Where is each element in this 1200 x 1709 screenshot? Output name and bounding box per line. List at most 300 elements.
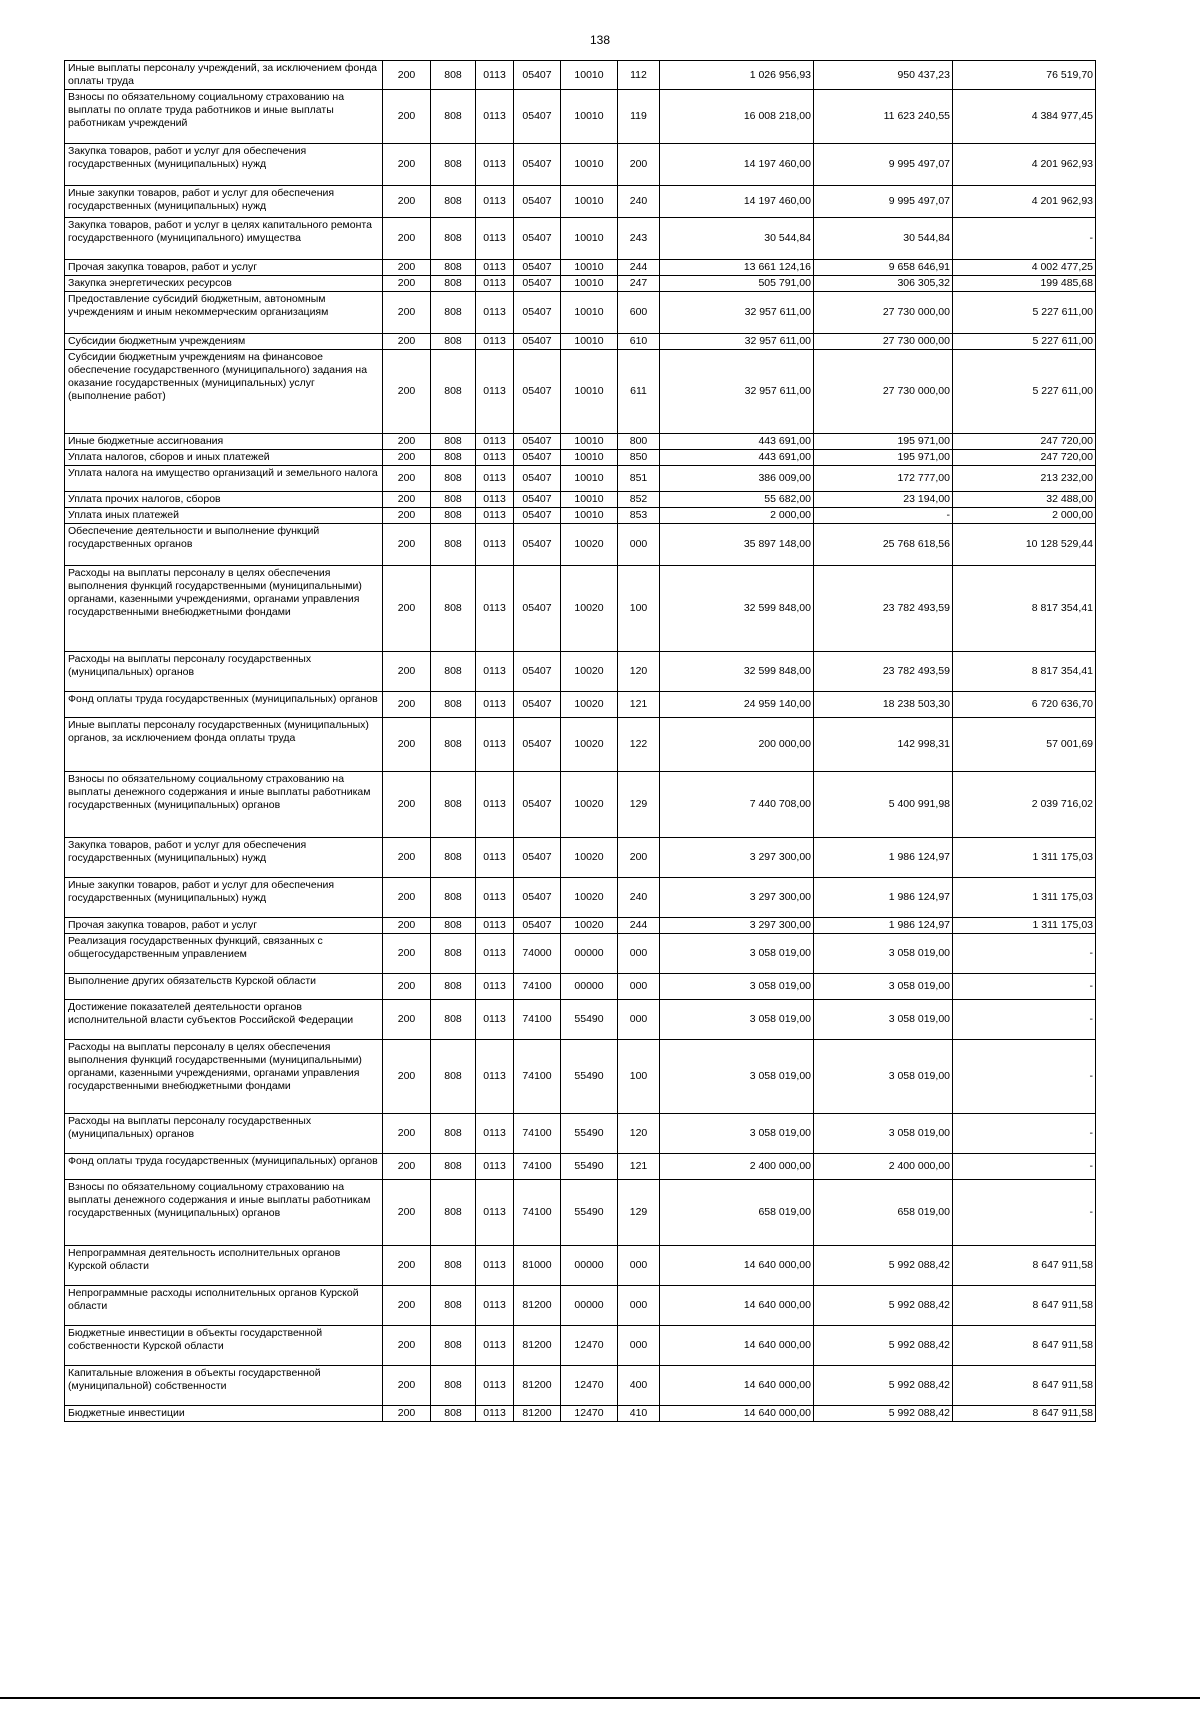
code-3: 0113 [476,934,514,974]
amount-planned: 35 897 148,00 [660,524,814,566]
code-2: 808 [431,1154,476,1180]
code-3: 0113 [476,566,514,652]
amount-planned: 3 058 019,00 [660,1000,814,1040]
amount-executed: 306 305,32 [814,276,953,292]
table-row [65,61,1096,90]
code-2: 808 [431,276,476,292]
code-5: 10010 [561,61,618,90]
table-row [65,1286,1096,1326]
code-6: 244 [618,260,660,276]
code-3: 0113 [476,90,514,144]
amount-executed: 9 995 497,07 [814,186,953,218]
code-6: 100 [618,566,660,652]
code-2: 808 [431,1114,476,1154]
code-6: 851 [618,466,660,492]
code-6: 600 [618,292,660,334]
code-4: 74000 [514,934,561,974]
amount-executed: 1 986 124,97 [814,878,953,918]
row-name: Фонд оплаты труда государственных (муниципальных) органов [65,1154,383,1180]
amount-planned: 32 599 848,00 [660,652,814,692]
page-number: 138 [589,33,611,47]
code-6: 243 [618,218,660,260]
row-name: Закупка энергетических ресурсов [65,276,383,292]
code-2: 808 [431,1366,476,1406]
code-4: 05407 [514,292,561,334]
table-row [65,1040,1096,1114]
code-3: 0113 [476,1366,514,1406]
code-5: 12470 [561,1366,618,1406]
code-1: 200 [383,918,431,934]
amount-planned: 14 640 000,00 [660,1406,814,1422]
amount-remaining: 8 647 911,58 [953,1246,1096,1286]
amount-remaining: 57 001,69 [953,718,1096,772]
row-name: Уплата прочих налогов, сборов [65,492,383,508]
code-3: 0113 [476,772,514,838]
code-2: 808 [431,186,476,218]
code-2: 808 [431,492,476,508]
table-row [65,1154,1096,1180]
amount-planned: 14 197 460,00 [660,144,814,186]
row-name: Закупка товаров, работ и услуг для обеспечения государственных (муниципальных) нужд [65,144,383,186]
code-1: 200 [383,350,431,434]
row-name: Иные бюджетные ассигнования [65,434,383,450]
amount-planned: 386 009,00 [660,466,814,492]
code-5: 10010 [561,334,618,350]
code-1: 200 [383,492,431,508]
code-4: 05407 [514,466,561,492]
amount-remaining: - [953,218,1096,260]
amount-remaining: - [953,974,1096,1000]
code-5: 10010 [561,434,618,450]
code-1: 200 [383,61,431,90]
code-6: 850 [618,450,660,466]
code-5: 10020 [561,566,618,652]
table-row [65,450,1096,466]
table-row [65,934,1096,974]
code-4: 05407 [514,524,561,566]
table-row [65,692,1096,718]
amount-executed: 5 992 088,42 [814,1406,953,1422]
amount-remaining: 8 647 911,58 [953,1366,1096,1406]
code-6: 120 [618,1114,660,1154]
table-row [65,350,1096,434]
code-1: 200 [383,1406,431,1422]
code-5: 10020 [561,918,618,934]
code-2: 808 [431,838,476,878]
code-3: 0113 [476,508,514,524]
code-1: 200 [383,1040,431,1114]
code-3: 0113 [476,1000,514,1040]
code-2: 808 [431,1326,476,1366]
code-5: 55490 [561,1114,618,1154]
amount-remaining: 8 647 911,58 [953,1286,1096,1326]
code-5: 55490 [561,1180,618,1246]
code-1: 200 [383,566,431,652]
code-5: 10010 [561,260,618,276]
code-5: 10010 [561,276,618,292]
code-1: 200 [383,334,431,350]
row-name: Выполнение других обязательств Курской области [65,974,383,1000]
table-row [65,186,1096,218]
row-name: Обеспечение деятельности и выполнение функций государственных органов [65,524,383,566]
code-1: 200 [383,1246,431,1286]
code-5: 00000 [561,934,618,974]
code-3: 0113 [476,292,514,334]
code-3: 0113 [476,1154,514,1180]
amount-executed: 1 986 124,97 [814,838,953,878]
code-6: 000 [618,524,660,566]
amount-remaining: - [953,934,1096,974]
amount-planned: 200 000,00 [660,718,814,772]
code-1: 200 [383,1000,431,1040]
code-6: 121 [618,1154,660,1180]
table-row [65,492,1096,508]
code-3: 0113 [476,350,514,434]
amount-executed: 195 971,00 [814,434,953,450]
row-name: Предоставление субсидий бюджетным, автономным учреждениям и иным некоммерческим организациям [65,292,383,334]
code-6: 000 [618,1286,660,1326]
code-3: 0113 [476,218,514,260]
row-name: Расходы на выплаты персоналу государственных (муниципальных) органов [65,1114,383,1154]
table-row [65,144,1096,186]
row-name: Уплата иных платежей [65,508,383,524]
code-4: 05407 [514,508,561,524]
code-5: 55490 [561,1154,618,1180]
amount-remaining: 6 720 636,70 [953,692,1096,718]
code-6: 200 [618,838,660,878]
code-4: 81000 [514,1246,561,1286]
code-5: 10020 [561,838,618,878]
code-3: 0113 [476,878,514,918]
code-2: 808 [431,434,476,450]
table-row [65,508,1096,524]
code-2: 808 [431,350,476,434]
code-4: 05407 [514,566,561,652]
amount-remaining: 4 201 962,93 [953,144,1096,186]
code-5: 10020 [561,718,618,772]
amount-executed: 27 730 000,00 [814,350,953,434]
code-6: 100 [618,1040,660,1114]
amount-remaining: 8 647 911,58 [953,1406,1096,1422]
code-3: 0113 [476,692,514,718]
code-2: 808 [431,334,476,350]
code-6: 000 [618,1326,660,1366]
code-2: 808 [431,566,476,652]
code-3: 0113 [476,718,514,772]
amount-planned: 14 640 000,00 [660,1326,814,1366]
code-1: 200 [383,292,431,334]
row-name: Фонд оплаты труда государственных (муниципальных) органов [65,692,383,718]
amount-executed: 3 058 019,00 [814,1114,953,1154]
code-1: 200 [383,260,431,276]
code-1: 200 [383,838,431,878]
code-1: 200 [383,508,431,524]
amount-planned: 32 957 611,00 [660,350,814,434]
amount-executed: 3 058 019,00 [814,1000,953,1040]
code-3: 0113 [476,466,514,492]
code-4: 05407 [514,652,561,692]
amount-planned: 3 297 300,00 [660,878,814,918]
amount-planned: 2 000,00 [660,508,814,524]
code-5: 10010 [561,466,618,492]
code-1: 200 [383,772,431,838]
code-2: 808 [431,934,476,974]
amount-remaining: - [953,1114,1096,1154]
row-name: Уплата налога на имущество организаций и земельного налога [65,466,383,492]
amount-planned: 24 959 140,00 [660,692,814,718]
code-4: 74100 [514,974,561,1000]
amount-executed: 195 971,00 [814,450,953,466]
code-6: 852 [618,492,660,508]
code-4: 05407 [514,276,561,292]
code-2: 808 [431,878,476,918]
code-5: 10010 [561,508,618,524]
code-5: 10010 [561,450,618,466]
table-row [65,918,1096,934]
row-name: Взносы по обязательному социальному страхованию на выплаты денежного содержания и иные выплаты работникам государственных (муниципальных) органов [65,772,383,838]
amount-executed: 9 995 497,07 [814,144,953,186]
amount-executed: 950 437,23 [814,61,953,90]
table-row [65,524,1096,566]
amount-executed: 25 768 618,56 [814,524,953,566]
row-name: Взносы по обязательному социальному страхованию на выплаты денежного содержания и иные выплаты работникам государственных (муниципальных) органов [65,1180,383,1246]
code-4: 05407 [514,334,561,350]
amount-planned: 32 599 848,00 [660,566,814,652]
code-6: 112 [618,61,660,90]
amount-executed: 3 058 019,00 [814,974,953,1000]
code-5: 10010 [561,186,618,218]
amount-remaining: 1 311 175,03 [953,918,1096,934]
code-3: 0113 [476,1406,514,1422]
code-2: 808 [431,90,476,144]
code-2: 808 [431,652,476,692]
code-5: 10010 [561,90,618,144]
amount-remaining: 76 519,70 [953,61,1096,90]
code-5: 10010 [561,492,618,508]
code-5: 10020 [561,878,618,918]
amount-planned: 16 008 218,00 [660,90,814,144]
code-6: 129 [618,772,660,838]
amount-planned: 2 400 000,00 [660,1154,814,1180]
amount-planned: 3 297 300,00 [660,838,814,878]
code-2: 808 [431,1406,476,1422]
code-1: 200 [383,718,431,772]
code-3: 0113 [476,974,514,1000]
code-4: 05407 [514,61,561,90]
code-5: 00000 [561,1246,618,1286]
table-body [65,61,1096,1422]
code-4: 05407 [514,350,561,434]
amount-remaining: 4 201 962,93 [953,186,1096,218]
table-row [65,838,1096,878]
amount-remaining: - [953,1040,1096,1114]
table-row [65,276,1096,292]
row-name: Расходы на выплаты персоналу в целях обеспечения выполнения функций государственными (муниципальными) органами, казенными учреждениями, органами управления государственными внебюджетными фондами [65,566,383,652]
amount-planned: 443 691,00 [660,434,814,450]
code-4: 05407 [514,450,561,466]
code-2: 808 [431,1286,476,1326]
amount-executed: - [814,508,953,524]
amount-planned: 30 544,84 [660,218,814,260]
code-6: 610 [618,334,660,350]
code-2: 808 [431,144,476,186]
code-6: 122 [618,718,660,772]
code-4: 74100 [514,1000,561,1040]
row-name: Бюджетные инвестиции в объекты государственной собственности Курской области [65,1326,383,1366]
amount-executed: 3 058 019,00 [814,934,953,974]
row-name: Взносы по обязательному социальному страхованию на выплаты по оплате труда работников и иные выплаты работникам учреждений [65,90,383,144]
code-4: 05407 [514,838,561,878]
row-name: Прочая закупка товаров, работ и услуг [65,260,383,276]
row-name: Непрограммная деятельность исполнительных органов Курской области [65,1246,383,1286]
amount-executed: 658 019,00 [814,1180,953,1246]
code-6: 000 [618,1246,660,1286]
code-2: 808 [431,260,476,276]
code-5: 10010 [561,350,618,434]
code-3: 0113 [476,1326,514,1366]
amount-planned: 14 640 000,00 [660,1246,814,1286]
code-5: 00000 [561,1286,618,1326]
code-6: 000 [618,934,660,974]
amount-executed: 18 238 503,30 [814,692,953,718]
table-row [65,292,1096,334]
amount-remaining: 213 232,00 [953,466,1096,492]
code-5: 10020 [561,524,618,566]
code-2: 808 [431,450,476,466]
row-name: Субсидии бюджетным учреждениям на финансовое обеспечение государственного (муниципального) задания на оказание государственных (муниципальных) услуг (выполнение работ) [65,350,383,434]
code-1: 200 [383,1286,431,1326]
code-6: 853 [618,508,660,524]
code-1: 200 [383,186,431,218]
amount-remaining: 8 817 354,41 [953,566,1096,652]
code-5: 12470 [561,1326,618,1366]
code-5: 10010 [561,144,618,186]
code-3: 0113 [476,1286,514,1326]
row-name: Закупка товаров, работ и услуг для обеспечения государственных (муниципальных) нужд [65,838,383,878]
code-3: 0113 [476,838,514,878]
code-3: 0113 [476,492,514,508]
amount-planned: 13 661 124,16 [660,260,814,276]
code-6: 247 [618,276,660,292]
code-6: 240 [618,186,660,218]
budget-table [64,60,1096,1422]
amount-executed: 23 782 493,59 [814,652,953,692]
code-1: 200 [383,1180,431,1246]
row-name: Расходы на выплаты персоналу государственных (муниципальных) органов [65,652,383,692]
amount-planned: 14 640 000,00 [660,1366,814,1406]
row-name: Закупка товаров, работ и услуг в целях капитального ремонта государственного (муниципального) имущества [65,218,383,260]
row-name: Расходы на выплаты персоналу в целях обеспечения выполнения функций государственными (муниципальными) органами, казенными учреждениями, органами управления государственными внебюджетными фондами [65,1040,383,1114]
code-4: 05407 [514,186,561,218]
code-1: 200 [383,974,431,1000]
code-4: 74100 [514,1114,561,1154]
code-3: 0113 [476,144,514,186]
amount-executed: 27 730 000,00 [814,334,953,350]
code-3: 0113 [476,918,514,934]
code-4: 81200 [514,1366,561,1406]
code-2: 808 [431,1040,476,1114]
code-6: 244 [618,918,660,934]
table-row [65,218,1096,260]
code-6: 400 [618,1366,660,1406]
code-2: 808 [431,1246,476,1286]
amount-remaining: 199 485,68 [953,276,1096,292]
amount-planned: 3 058 019,00 [660,1114,814,1154]
row-name: Иные выплаты персоналу государственных (муниципальных) органов, за исключением фонда оплаты труда [65,718,383,772]
code-2: 808 [431,918,476,934]
code-3: 0113 [476,1180,514,1246]
row-name: Уплата налогов, сборов и иных платежей [65,450,383,466]
code-1: 200 [383,1366,431,1406]
table-row [65,260,1096,276]
code-4: 81200 [514,1286,561,1326]
amount-executed: 23 782 493,59 [814,566,953,652]
amount-remaining: 5 227 611,00 [953,334,1096,350]
code-4: 05407 [514,260,561,276]
code-4: 05407 [514,772,561,838]
code-6: 000 [618,1000,660,1040]
code-1: 200 [383,652,431,692]
code-3: 0113 [476,334,514,350]
table-row [65,434,1096,450]
code-5: 55490 [561,1000,618,1040]
row-name: Непрограммные расходы исполнительных органов Курской области [65,1286,383,1326]
table-row [65,1180,1096,1246]
code-2: 808 [431,524,476,566]
code-1: 200 [383,878,431,918]
amount-planned: 55 682,00 [660,492,814,508]
amount-executed: 30 544,84 [814,218,953,260]
code-1: 200 [383,524,431,566]
table-row [65,90,1096,144]
table-row [65,1000,1096,1040]
code-6: 129 [618,1180,660,1246]
code-4: 05407 [514,918,561,934]
amount-planned: 505 791,00 [660,276,814,292]
code-5: 10010 [561,292,618,334]
code-2: 808 [431,974,476,1000]
code-2: 808 [431,772,476,838]
amount-remaining: 2 039 716,02 [953,772,1096,838]
code-5: 00000 [561,974,618,1000]
amount-executed: 5 400 991,98 [814,772,953,838]
code-1: 200 [383,144,431,186]
code-3: 0113 [476,186,514,218]
code-4: 81200 [514,1406,561,1422]
amount-executed: 1 986 124,97 [814,918,953,934]
amount-executed: 9 658 646,91 [814,260,953,276]
amount-remaining: 32 488,00 [953,492,1096,508]
amount-executed: 142 998,31 [814,718,953,772]
code-6: 121 [618,692,660,718]
amount-planned: 3 058 019,00 [660,934,814,974]
row-name: Прочая закупка товаров, работ и услуг [65,918,383,934]
code-1: 200 [383,450,431,466]
amount-planned: 32 957 611,00 [660,292,814,334]
amount-planned: 1 026 956,93 [660,61,814,90]
code-3: 0113 [476,434,514,450]
amount-executed: 27 730 000,00 [814,292,953,334]
code-3: 0113 [476,260,514,276]
code-4: 05407 [514,718,561,772]
scan-edge-line [0,1697,1200,1699]
amount-remaining: - [953,1000,1096,1040]
amount-planned: 14 640 000,00 [660,1286,814,1326]
code-3: 0113 [476,450,514,466]
amount-remaining: - [953,1154,1096,1180]
table-row [65,1114,1096,1154]
code-5: 55490 [561,1040,618,1114]
